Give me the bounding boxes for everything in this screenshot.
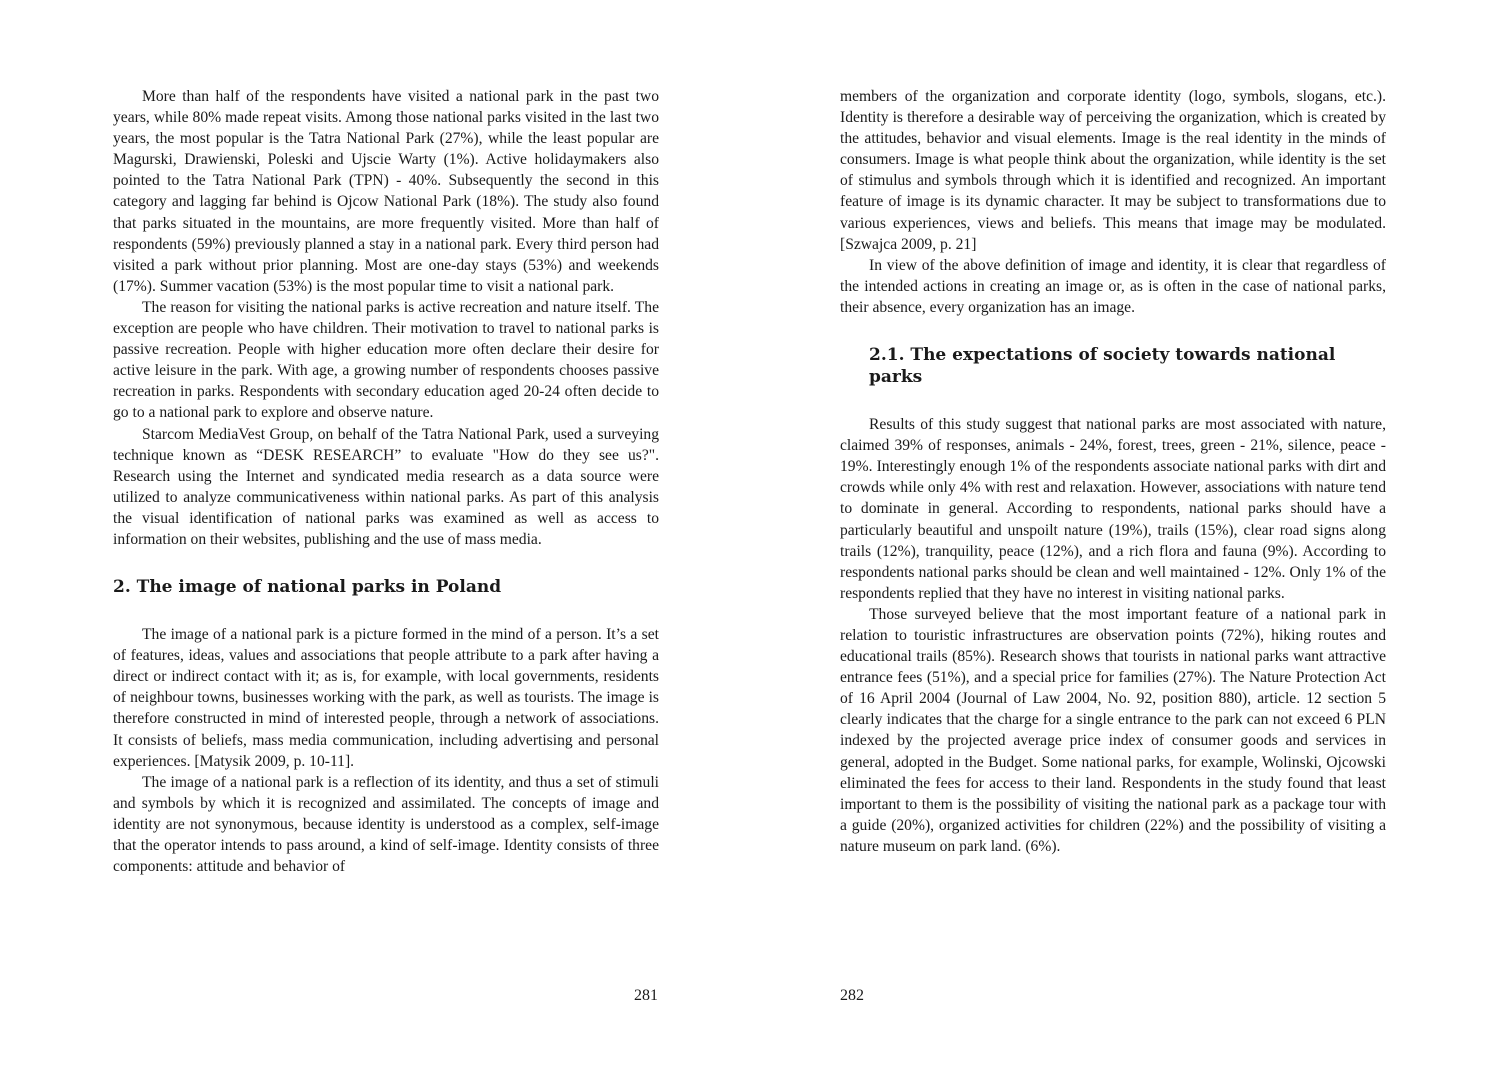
paragraph: The image of a national park is a reflection of its identity, and thus a set of stimuli and symbols by which it is recognized and assimilated. The concepts of image and identity are not synonymous, because identity is understood as a complex, self-image that the operator intends to pass around, a kind of self-image. Identity consists of three components: attitude and behavior of [113, 773, 659, 876]
page-number-left: 281 [634, 987, 658, 1004]
left-page [113, 86, 659, 877]
section-heading: 2.1. The expectations of society towards national parks [869, 345, 1336, 388]
paragraph: The image of a national park is a picture formed in the mind of a person. It’s a set of features, ideas, values and associations that people attribute to a park after having a direct or indirect contact with it; as is, for example, with local governments, residents of neighbour towns, businesses working with the park, as well as tourists. The image is therefore constructed in mind of interested people, through a network of associations. It consists of beliefs, mass media communication, including advertising and personal experiences. [Matysik 2009, p. 10-11]. [113, 626, 659, 770]
paragraph: The reason for visiting the national parks is active recreation and nature itself. The exception are people who have children. Their motivation to travel to national parks is passive recreation. People with higher education more often declare their desire for active leisure in the park. With age, a growing number of respondents chooses passive recreation in parks. Respondents with secondary education aged 20-24 often decide to go to a national park to explore and observe nature. [113, 298, 659, 422]
paragraph: Starcom MediaVest Group, on behalf of the Tatra National Park, used a surveying technique known as “DESK RESEARCH” to evaluate "How do they see us?". Research using the Internet and syndicated media research as a data source were utilized to analyze communicativeness within national parks. As part of this analysis the visual identification of national parks was examined as well as access to information on their websites, publishing and the use of mass media. [113, 425, 659, 548]
paragraph: In view of the above definition of image and identity, it is clear that regardless of the intended actions in creating an image or, as is often in the case of national parks, their absence, every organization has an image. [840, 256, 1386, 316]
right-page [840, 86, 1386, 857]
paragraph: Those surveyed believe that the most important feature of a national park in relation to touristic infrastructures are observation points (72%), hiking routes and educational trails (85%). Research shows that tourists in national parks want attractive entrance fees (51%), and a special price for families (27%). The Nature Protection Act of 16 April 2004 (Journal of Law 2004, No. 92, position 880), article. 12 section 5 clearly indicates that the charge for a single entrance to the park can not exceed 6 PLN indexed by the projected average price index of consumer goods and services in general, adopted in the Budget. Some national parks, for example, Wolinski, Ojcowski eliminated the fees for access to their land. Respondents in the study found that least important to them is the possibility of visiting the national park as a package tour with a guide (20%), organized activities for children (22%) and the possibility of visiting a nature museum on park land. (6%). [840, 605, 1386, 855]
section-heading: 2. The image of national parks in Poland [113, 577, 502, 598]
page-number-right: 282 [840, 987, 864, 1004]
paragraph: Results of this study suggest that national parks are most associated with nature, claimed 39% of responses, animals - 24%, forest, trees, green - 21%, silence, peace - 19%. Interestingly enough 1% of the respondents associate national parks with dirt and crowds while only 4% with rest and relaxation. However, associations with nature tend to dominate in general. According to respondents, national parks should have a particularly beautiful and unspoilt nature (19%), trails (15%), clear road signs along trails (12%), tranquility, peace (12%), and a rich flora and fauna (9%). According to respondents national parks should be clean and well maintained - 12%. Only 1% of the respondents replied that they have no interest in visiting national parks. [840, 416, 1386, 602]
paragraph: More than half of the respondents have visited a national park in the past two years, while 80% made repeat visits. Among those national parks visited in the last two years, the most popular is the Tatra National Park (27%), while the least popular are Magurski, Drawienski, Poleski and Ujscie Warty (1%). Active holidaymakers also pointed to the Tatra National Park (TPN) - 40%. Subsequently the second in this category and lagging far behind is Ojcow National Park (18%). The study also found that parks situated in the mountains, are more frequently visited. More than half of respondents (59%) previously planned a stay in a national park. Every third person had visited a park without prior planning. Most are one-day stays (53%) and weekends (17%). Summer vacation (53%) is the most popular time to visit a national park. [113, 88, 659, 295]
paragraph: members of the organization and corporate identity (logo, symbols, slogans, etc.). Identity is therefore a desirable way of perceiving the organization, which is created by the attitudes, behavior and visual elements. Image is the real identity in the minds of consumers. Image is what people think about the organization, while identity is the set of stimulus and symbols through which it is identified and recognized. An important feature of image is its dynamic character. It may be subject to transformations due to various experiences, views and beliefs. This means that image may be modulated. [Szwajca 2009, p. 21] [840, 88, 1386, 253]
